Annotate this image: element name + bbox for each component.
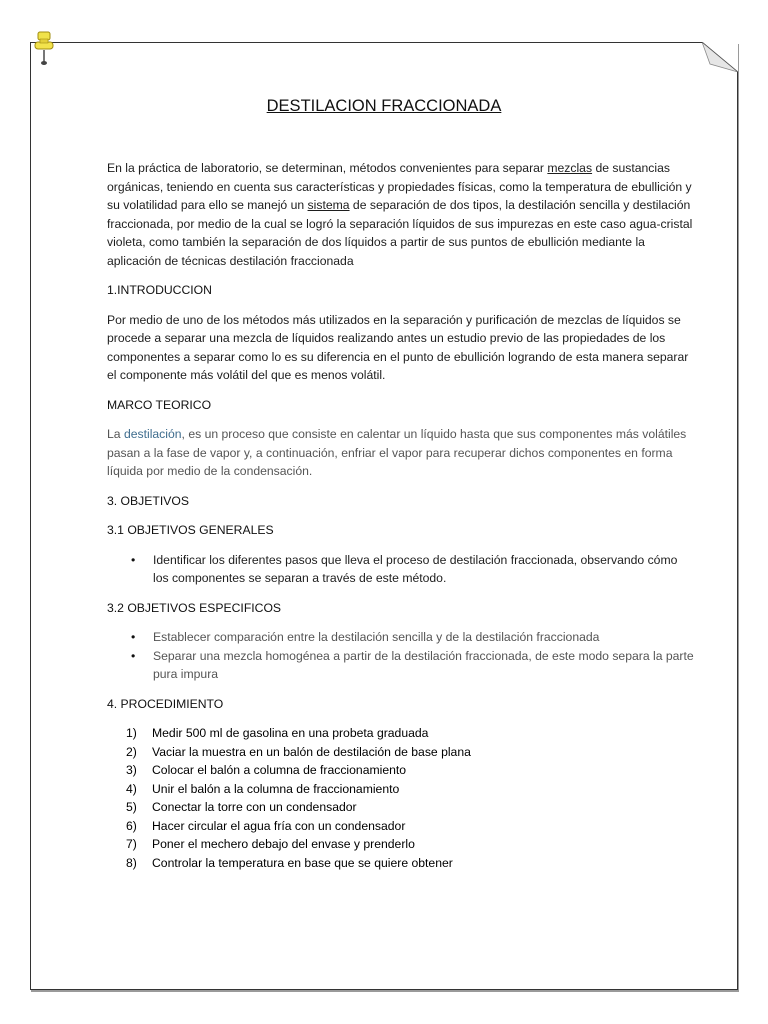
list-item: • Establecer comparación entre la destilación sencilla y de la destilación fraccionada <box>107 628 695 647</box>
document-title: DESTILACION FRACCIONADA <box>266 97 502 115</box>
list-item <box>107 743 695 762</box>
step-number: 5) <box>126 800 137 814</box>
marco-teorico-paragraph <box>107 425 695 481</box>
list-item: • Separar una mezcla homogénea a partir de la destilación fraccionada, de este modo separa la parte pura impura <box>107 647 695 684</box>
destilacion-link[interactable]: destilación <box>123 427 182 441</box>
list-item <box>107 780 695 799</box>
step-number: 2) <box>126 744 137 759</box>
sistema-link[interactable]: sistema <box>307 198 350 212</box>
step-text: Conectar la torre con un condensador <box>152 800 357 814</box>
list-item <box>107 854 695 873</box>
document-body <box>107 159 695 872</box>
step-text: Controlar la temperatura en base que se quiere obtener <box>152 855 453 870</box>
list-item <box>107 724 695 743</box>
list-item <box>107 761 695 780</box>
step-text: Medir 500 ml de gasolina en una probeta graduada <box>152 726 429 740</box>
step-number: 1) <box>126 726 137 740</box>
mezclas-link[interactable]: mezclas <box>547 161 593 175</box>
procedimiento-heading: 4. PROCEDIMIENTO <box>107 696 224 711</box>
marco-text: , es un proceso que consiste en calentar un líquido hasta que sus componentes más volátiles pasan a la fase de vapor y, a continuación, enfriar el vapor para recuperar dichos componentes en forma líquida por medio de la condensación. <box>107 427 687 478</box>
page-fold-corner <box>702 42 738 72</box>
step-number: 3) <box>126 763 137 777</box>
step-text: Colocar el balón a columna de fraccionamiento <box>152 763 407 777</box>
document-page <box>30 42 738 990</box>
step-number: 7) <box>126 837 137 851</box>
intro-text: de sustancias orgánicas, teniendo en cuenta sus características y propiedades físicas, como la temperatura de ebullición y su volatilidad para ello se manejó un <box>107 161 692 212</box>
objetivos-especificos-list <box>107 628 695 684</box>
step-number: 6) <box>126 818 137 833</box>
introduccion-heading: 1.INTRODUCCION <box>107 283 212 297</box>
list-item <box>107 835 695 854</box>
step-number: 8) <box>126 855 137 870</box>
list-item <box>107 798 695 817</box>
step-text: Poner el mechero debajo del envase y prenderlo <box>152 837 415 851</box>
list-item: • Identificar los diferentes pasos que lleva el proceso de destilación fraccionada, observando cómo los componentes se separan a través de este método. <box>107 551 695 588</box>
step-text: Hacer circular el agua fría con un condensador <box>152 818 406 833</box>
procedimiento-list <box>107 724 695 872</box>
intro-paragraph <box>107 159 695 270</box>
introduccion-paragraph: Por medio de uno de los métodos más utilizados en la separación y purificación de mezclas de líquidos se procede a separar una mezcla de líquidos realizando antes un estudio previo de las propiedades de los componentes a separar como lo es su diferencia en el punto de ebullición logrando de esta manera separar el componente más volátil del que es menos volátil. <box>107 312 689 382</box>
marco-text: La <box>107 427 124 441</box>
list-item <box>107 817 695 836</box>
intro-text: En la práctica de laboratorio, se determinan, métodos convenientes para separar <box>107 161 548 175</box>
pushpin-icon <box>30 28 58 68</box>
intro-text: de separación de dos tipos, la destilación sencilla y destilación fraccionada, por medio de la cual se logró la separación líquidos de sus impurezas en este caso agua-cristal violeta, como también la separación de dos líquidos a partir de sus puntos de ebullición mediante la aplicación de técnicas destilación fraccionada <box>107 198 693 268</box>
objetivos-generales-heading: 3.1 OBJETIVOS GENERALES <box>107 523 274 537</box>
marco-teorico-heading: MARCO TEORICO <box>107 397 212 412</box>
step-text: Vaciar la muestra en un balón de destilación de base plana <box>152 744 471 759</box>
objetivos-especificos-heading: 3.2 OBJETIVOS ESPECIFICOS <box>107 600 282 615</box>
step-text: Unir el balón a la columna de fraccionamiento <box>152 781 400 796</box>
objetivos-heading: 3. OBJETIVOS <box>107 493 189 508</box>
objetivos-generales-list <box>107 551 695 588</box>
step-number: 4) <box>126 781 137 796</box>
